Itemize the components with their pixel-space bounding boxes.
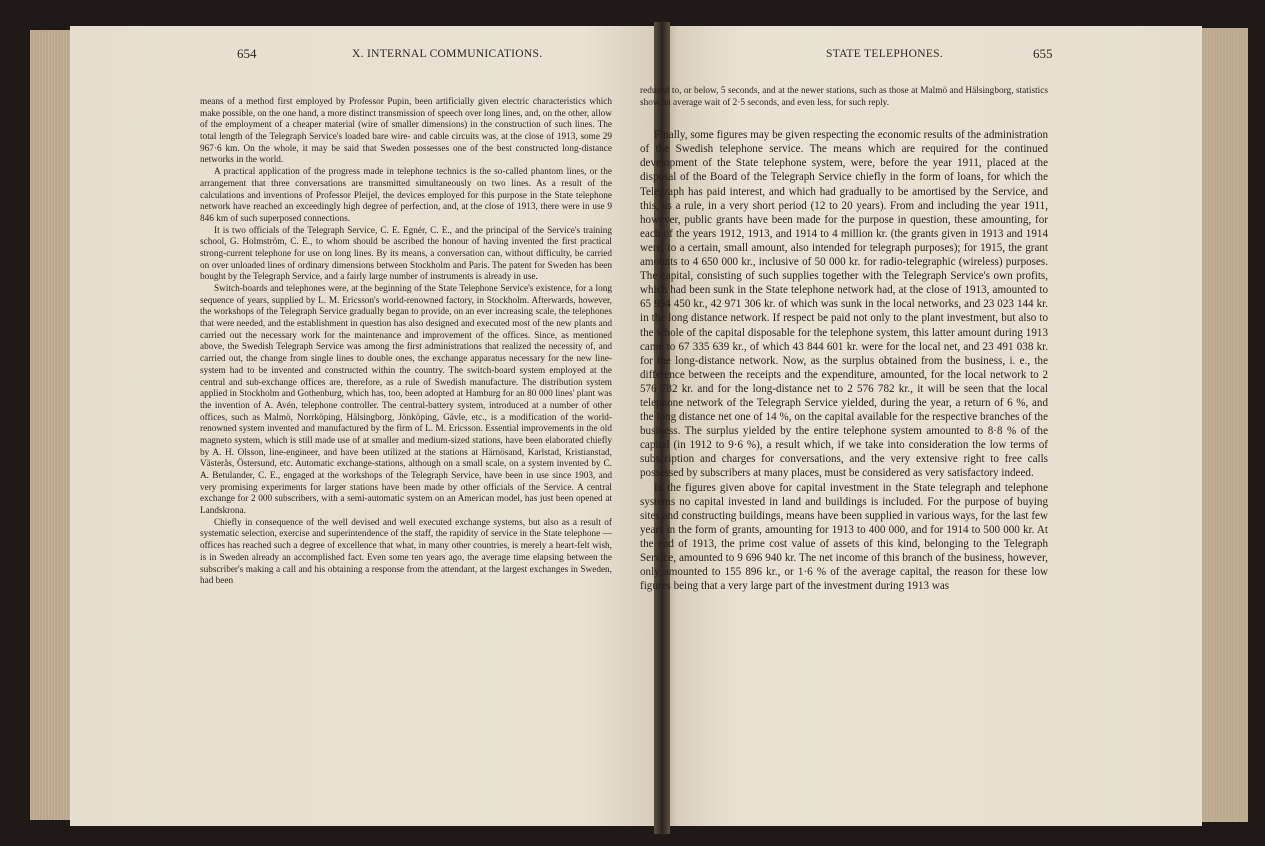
left-paragraph-4: Switch-boards and telephones were, at the beginning of the State Telephone Service's existence, for a long sequence of years, supplied by L. M. Ericsson's world-renowned factory, in Stockholm. Afterwards, however, the workshops of the Telegraph Service gradually began to provide, on an ever increasing scale, the telephones that were needed, and the establishment in question has also designed and executed most of the new plants and carried out the necessary work for the maintenance and improvement of the offices. Since, as mentioned above, the Swedish Telegraph Service was among the first administrations that realized the necessity of, and carried out, the change from single lines to double ones, the exchange apparatus necessary for the new line-system had to be invented and constructed within the country. The switch-board system employed at the central and sub-exchange offices are, therefore, as a rule of Swedish manufacture. The distribution system applied in Stockholm and Gothenburg, which has, too, been adopted at Hamburg for an 80 000 lines' plant was the invention of A. Avén, telephone controller. The central-battery system, introduced at a number of other offices, such as Malmö, Norrköping, Hälsingborg, Jönköping, Gävle, etc., is a modification of the world-renowned system invented and manufactured by the firm of L. M. Ericsson. Essential improvements in the old magneto system, which is still made use of at smaller and medium-sized stations, have been elaborated chiefly by A. H. Olsson, line-engineer, and have been utilized at the stations at Härnösand, Karlstad, Kristianstad, Västerås, Östersund, etc. Automatic exchange-stations, although on a small scale, on a system invented by C. A. Betulander, C. E., engaged at the workshops of the Telegraph Service, have been in use since 1903, and very promising experiments for larger stations have been made by other officials of the Service. A central exchange for 2 000 subscribers, with a semi-automatic system on an American model, has just been opened at Landskrona.	[200, 284, 612, 517]
right-running-head: STATE TELEPHONES.	[826, 48, 944, 60]
right-paragraph-2: Finally, some figures may be given respecting the economic results of the administration of the Swedish telephone service. The means which are required for the continued development of the State telephone system, were, before the year 1911, placed at the disposal of the Board of the Telegraph Service chiefly in the form of loans, for which the Telegraph has paid interest, and which had gradually to be amortised by the Service, and this, as a rule, in a very short period (12 to 20 years). From and including the year 1911, however, public grants have been made for the purpose in question, these amounting, for each of the years 1912, 1913, and 1914 to 4 million kr. (the grants given in 1913 and 1914 were, to a certain, small amount, also intended for telegraph purposes); for 1915, the grant amounts to 4 650 000 kr., inclusive of 50 000 kr. for radio-telegraphic (wireless) purposes. The capital, consisting of such supplies together with the Telegraph Service's own profits, which had been sunk in the State telephone network had, at the close of 1913, amounted to 65 994 450 kr., 42 971 306 kr. of which was sunk in the local networks, and 23 023 144 kr. in the long distance network. If respect be paid not only to the plant investment, but also to the whole of the capital disposable for the telephone system, this latter amount during 1913 came to 67 335 639 kr., of which 43 844 601 kr. were for the local net, and 23 491 038 kr. for the long-distance network. Now, as the surplus obtained from the business, i. e., the difference between the receipts and the expenditure, amounted, for the local network to 2 576 782 kr. and for the long-distance net to 2 576 782 kr., it will be seen that the local telephone network of the Telegraph Service yielded, during the year, a return of 6 %, and the long distance net one of 14 %, on the capital available for the respective branches of the business. The surplus yielded by the entire telephone system amounted to 8·8 % of the capital (in 1912 to 9·6 %), a result which, if we take into consideration the low terms of subscription and charges for conversations, and the very extensive right to free calls possessed by subscribers at many places, must be considered as very satisfactory indeed.	[640, 129, 1048, 480]
left-page-body	[200, 97, 612, 588]
right-page-body	[640, 86, 1048, 593]
left-running-head: X. INTERNAL COMMUNICATIONS.	[352, 48, 543, 60]
left-paragraph-2: A practical application of the progress made in telephone technics is the so-called phantom lines, or the arrangement that three conversations are transmitted simultaneously on two lines. As a result of the calculations and inventions of Professor Pleijel, the devices employed for this purpose in the State telephone network have reached an exceedingly high degree of perfection, and, at the close of 1913, there were in use 9 846 km of such superposed connections.	[200, 167, 612, 224]
left-paragraph-5: Chiefly in consequence of the well devised and well executed exchange systems, but also as a result of systematic selection, exercise and superintendence of the staff, the rapidity of service in the State telephone — offices has reached such a degree of excellence that what, in many other countries, is merely a heart-felt wish, is in Sweden already an accomplished fact. Even some ten years ago, the average time elapsing between the subscriber's making a call and his obtaining a response from the attendant, at the largest exchanges in Sweden, had been	[200, 517, 612, 587]
right-paragraph-3: In the figures given above for capital investment in the State telegraph and telephone systems no capital invested in land and buildings is included. For the purpose of buying sites and constructing buildings, means have been supplied in various ways, for the last few years in the form of grants, amounting for 1913 to 400 000, and for 1914 to 500 000 kr. At the end of 1913, the prime cost value of assets of this kind, belonging to the Telegraph Service, amounted to 9 696 940 kr. The net income of this branch of the business, however, only amounted to 155 896 kr., or 1·6 % of the average capital, the reason for these low figures being that a very large part of the investment during 1913 was	[640, 481, 1048, 593]
right-page-edges	[1200, 28, 1248, 822]
left-paragraph-1: means of a method first employed by Professor Pupin, been artificially given electric characteristics which make possible, on the one hand, a more distinct transmission of speech over long lines, and, on the other, allow of the employment of a cheaper material (wire of smaller dimensions) in the construction of such lines. The total length of the Telegraph Service's loaded bare wire- and cable circuits was, at the close of 1913, some 29 967·6 km. On the whole, it may be said that Sweden possesses one of the best constructed long-distance networks in the world.	[200, 97, 612, 166]
right-page-number: 655	[1033, 46, 1053, 61]
left-page-number: 654	[237, 46, 257, 61]
right-paragraph-1: reduced to, or below, 5 seconds, and at the newer stations, such as those at Malmö and Hälsingborg, statistics show an average wait of 2·5 seconds, and even less, for such reply.	[640, 86, 1048, 108]
left-paragraph-3: It is two officials of the Telegraph Service, C. E. Egnér, C. E., and the principal of the Service's training school, G. Holmström, C. E., to whom should be ascribed the honour of having invented the first practical strong-current telephone for use on long lines. By its means, a conversation can, without difficulty, be carried on over unloaded lines of ordinary dimensions between Stockholm and Paris. The patent for Sweden has been bought by the Telegraph Service, and a fairly large number of instruments is already in use.	[200, 225, 612, 283]
